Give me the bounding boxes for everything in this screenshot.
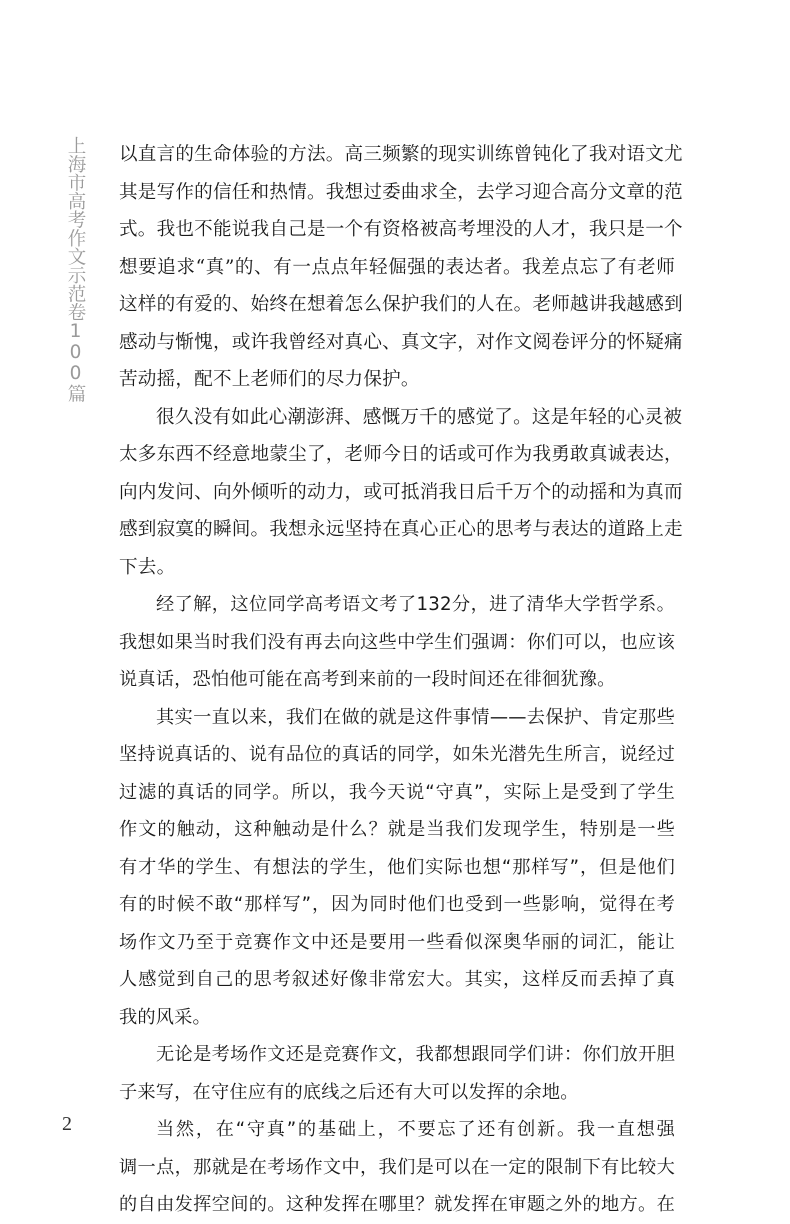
text-line: 场作文乃至于竞赛作文中还是要用一些看似深奥华丽的词汇，能让 — [119, 931, 675, 953]
text-line: 其是写作的信任和热情。我想过委曲求全，去学习迎合高分文章的范 — [119, 181, 683, 203]
text-line: 子来写，在守住应有的底线之后还有大可以发挥的余地。 — [119, 1081, 579, 1103]
text-line: 苦动摇，配不上老师们的尽力保护。 — [119, 369, 420, 390]
text-line: 过滤的真话的同学。所以，我今天说“守真”，实际上是受到了学生 — [119, 781, 675, 803]
text-line: 以直言的生命体验的方法。高三频繁的现实训练曾钝化了我对语文尤 — [119, 144, 683, 165]
text-line: 经了解，这位同学高考语文考了132分，进了清华大学哲学系。 — [156, 594, 675, 615]
text-line: 人感觉到自己的思考叙述好像非常宏大。其实，这样反而丢掉了真 — [119, 969, 675, 990]
text-line: 调一点，那就是在考场作文中，我们是可以在一定的限制下有比较大 — [119, 1156, 675, 1178]
text-line: 太多东西不经意地蒙尘了，老师今日的话或可作为我勇敢真诚表达， — [119, 444, 683, 465]
text-line: 想要追求“真”的、有一点点年轻倔强的表达者。我差点忘了有老师 — [119, 256, 675, 278]
text-line: 有的时候不敢“那样写”，因为同时他们也受到一些影响，觉得在考 — [119, 894, 675, 915]
text-line: 我想如果当时我们没有再去向这些中学生们强调：你们可以，也应该 — [119, 631, 675, 653]
text-line: 感动与惭愧，或许我曾经对真心、真文字，对作文阅卷评分的怀疑痛 — [119, 331, 683, 353]
body-text — [119, 136, 683, 1224]
text-line: 有才华的学生、有想法的学生，他们实际也想“那样写”，但是他们 — [119, 856, 675, 878]
text-line: 这样的有爱的、始终在想着怎么保护我们的人在。老师越讲我越感到 — [119, 294, 683, 315]
text-line: 说真话，恐怕他可能在高考到来前的一段时间还在徘徊犹豫。 — [119, 669, 616, 690]
text-line: 向内发问、向外倾听的动力，或可抵消我日后千万个的动摇和为真而 — [119, 481, 683, 503]
text-line: 式。我也不能说我自己是一个有资格被高考埋没的人才，我只是一个 — [119, 219, 683, 240]
text-line: 很久没有如此心潮澎湃、感慨万千的感觉了。这是年轻的心灵被 — [156, 406, 683, 428]
text-line: 无论是考场作文还是竞赛作文，我都想跟同学们讲：你们放开胆 — [156, 1044, 675, 1065]
running-header-book-title: 上海市高考作文示范卷100篇 — [65, 136, 86, 403]
text-line: 的自由发挥空间的。这种发挥在哪里？就发挥在审题之外的地方。在 — [119, 1194, 675, 1215]
text-line: 感到寂寞的瞬间。我想永远坚持在真心正心的思考与表达的道路上走 — [119, 519, 683, 540]
text-line: 我的风采。 — [119, 1006, 211, 1028]
text-line: 坚持说真话的、说有品位的真话的同学，如朱光潜先生所言，说经过 — [119, 744, 675, 765]
text-line: 下去。 — [119, 556, 176, 578]
text-line: 其实一直以来，我们在做的就是这件事情——去保护、肯定那些 — [156, 706, 675, 728]
text-line: 当然，在“守真”的基础上，不要忘了还有创新。我一直想强 — [156, 1119, 675, 1140]
text-line: 作文的触动，这种触动是什么？就是当我们发现学生，特别是一些 — [119, 819, 675, 840]
page-number: 2 — [62, 1113, 72, 1135]
